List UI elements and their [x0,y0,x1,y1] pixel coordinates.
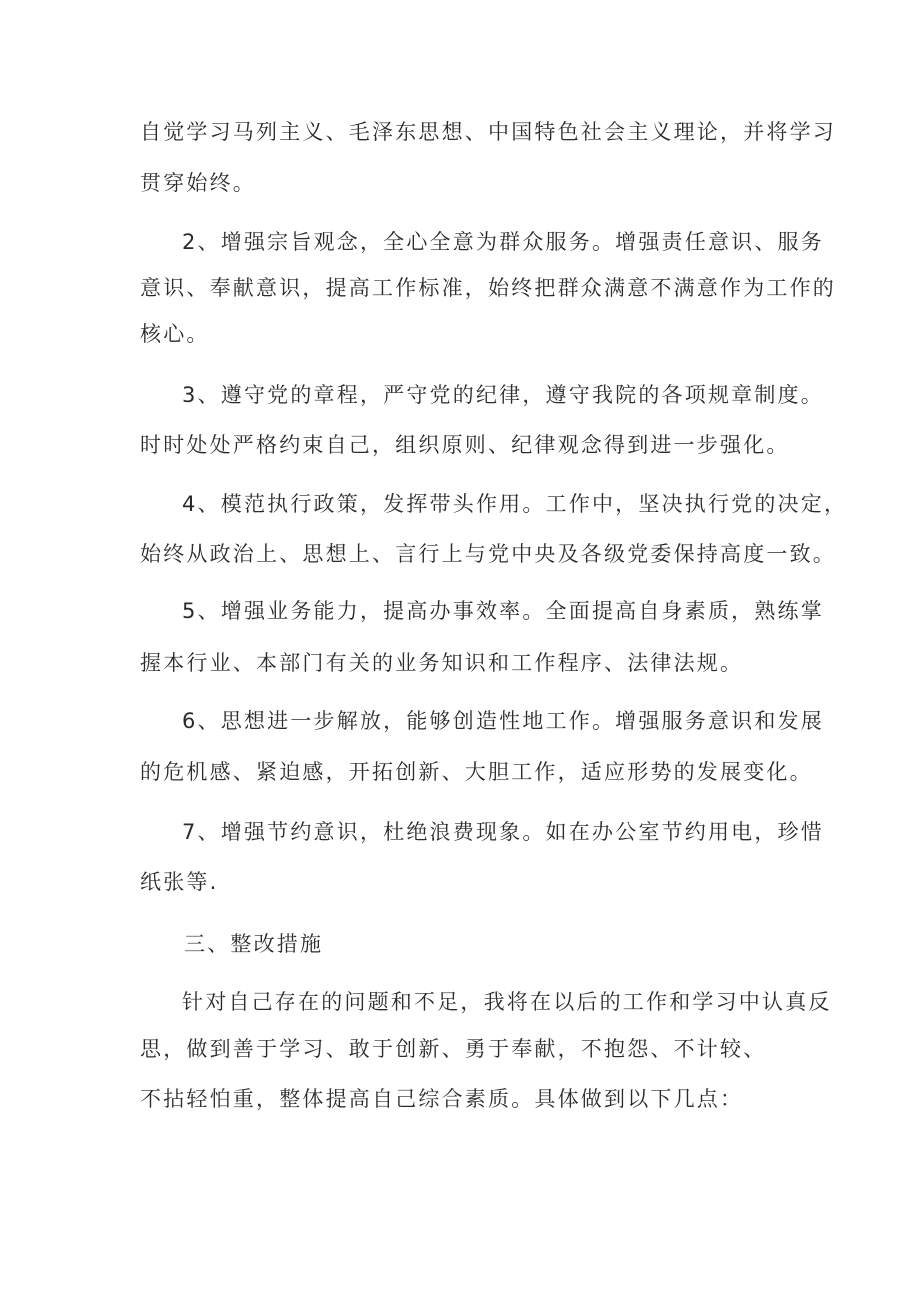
text-line: 纸张等. [140,870,219,894]
text-line: 核心。 [140,322,210,346]
text-line: 思，做到善于学习、敢于创新、勇于奉献，不抱怨、不计较、 [140,1037,767,1061]
section-heading-text: 三、整改措施 [184,932,324,956]
text-line: 5、增强业务能力，提高办事效率。全面提高自身素质，熟练掌 [182,599,824,623]
text-line: 不拈轻怕重，整体提高自己综合素质。具体做到以下几点： [140,1087,744,1111]
text-line: 自觉学习马列主义、毛泽东思想、中国特色社会主义理论，并将学习 [140,120,836,144]
text-line: 的危机感、紧迫感，开拓创新、大胆工作，适应形势的发展变化。 [140,760,813,784]
text-line: 6、思想进一步解放，能够创造性地工作。增强服务意识和发展 [182,709,824,733]
text-line: 针对自己存在的问题和不足，我将在以后的工作和学习中认真反 [182,990,832,1014]
text-line: 贯穿始终。 [140,171,256,195]
text-line: 始终从政治上、思想上、言行上与党中央及各级党委保持高度一致。 [140,542,836,566]
text-line: 4、模范执行政策，发挥带头作用。工作中，坚决执行党的决定， [182,492,848,516]
text-line: 3、遵守党的章程，严守党的纪律，遵守我院的各项规章制度。 [182,383,824,407]
text-line: 7、增强节约意识，杜绝浪费现象。如在办公室节约用电，珍惜 [182,820,824,844]
text-line: 2、增强宗旨观念，全心全意为群众服务。增强责任意识、服务 [182,230,824,254]
text-line: 意识、奉献意识，提高工作标准，始终把群众满意不满意作为工作的 [140,276,836,300]
text-line: 握本行业、本部门有关的业务知识和工作程序、法律法规。 [140,651,744,675]
text-line: 时时处处严格约束自己，组织原则、纪律观念得到进一步强化。 [140,433,790,457]
